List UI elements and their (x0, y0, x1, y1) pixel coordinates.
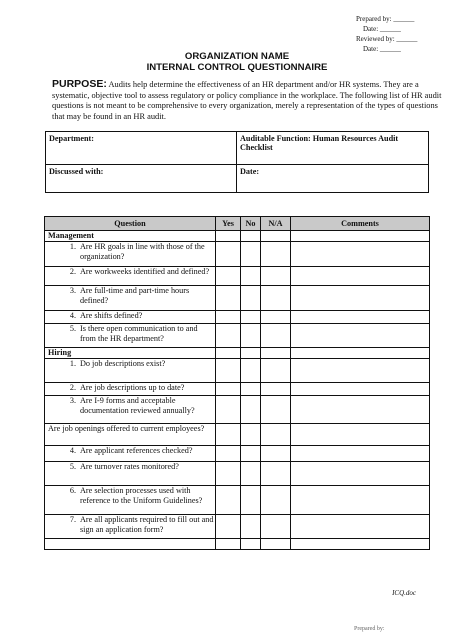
question-number: 6. (69, 486, 76, 495)
question-cell (45, 515, 216, 539)
comments-answer-cell (291, 311, 430, 324)
question-cell (45, 267, 216, 286)
no-answer-cell (241, 539, 261, 550)
no-answer-cell (241, 446, 261, 462)
yes-answer-cell (216, 424, 241, 446)
na-answer-cell (261, 267, 291, 286)
question-number: 2. (69, 383, 76, 392)
yes-answer-cell (216, 242, 241, 267)
checklist-question-row (45, 242, 430, 267)
na-answer-cell (261, 486, 291, 515)
comments-answer-cell (291, 424, 430, 446)
question-text: Are workweeks identified and defined? (80, 267, 210, 276)
no-answer-cell (241, 231, 261, 242)
na-answer-cell (261, 242, 291, 267)
checklist-question-row (45, 267, 430, 286)
yes-answer-cell (216, 396, 241, 424)
comments-answer-cell (291, 242, 430, 267)
question-text: Are shifts defined? (80, 311, 143, 320)
comments-answer-cell (291, 231, 430, 242)
na-answer-cell (261, 286, 291, 311)
yes-answer-cell (216, 231, 241, 242)
comments-answer-cell (291, 286, 430, 311)
auditable-function-cell: Auditable Function: Human Resources Audit Checklist (237, 132, 429, 165)
comments-column-header: Comments (291, 217, 430, 231)
question-cell (45, 286, 216, 311)
question-number: 3. (69, 286, 76, 295)
checklist-question-row (45, 539, 430, 550)
question-number: 5. (69, 324, 76, 333)
question-text: Are applicant references checked? (80, 446, 193, 455)
date-line-2: Date: ______ (363, 45, 401, 53)
question-text: Is there open communication to and from the HR department? (80, 324, 198, 343)
section-label: Management (48, 231, 94, 240)
na-column-header: N/A (261, 217, 291, 231)
question-number: 1. (69, 359, 76, 368)
yes-answer-cell (216, 267, 241, 286)
question-cell (45, 462, 216, 486)
question-text: Do job descriptions exist? (80, 359, 166, 368)
prepared-by-block (356, 14, 468, 54)
question-number: 2. (69, 267, 76, 276)
question-number: 7. (69, 515, 76, 524)
info-row-2 (46, 165, 429, 193)
question-number: 4. (69, 446, 76, 455)
yes-answer-cell (216, 324, 241, 348)
no-answer-cell (241, 396, 261, 424)
question-number: 5. (69, 462, 76, 471)
na-answer-cell (261, 324, 291, 348)
department-cell: Department: (46, 132, 237, 165)
yes-answer-cell (216, 286, 241, 311)
yes-answer-cell (216, 462, 241, 486)
purpose-text: Audits help determine the effectiveness of an HR department and/or HR systems. They are a systematic, objective tool to assess regulatory or policy compliance in the workplace. The following list of HR audit questions is not meant to be comprehensive to every organization, merely a representation of the types of questions that may be found in an HR audit. (52, 80, 442, 121)
question-cell (45, 324, 216, 348)
no-answer-cell (241, 286, 261, 311)
question-cell (45, 359, 216, 383)
question-text: Are job openings offered to current employees? (48, 424, 205, 433)
na-answer-cell (261, 462, 291, 486)
prepared-by-line: Prepared by: ______ (356, 15, 415, 23)
yes-answer-cell (216, 515, 241, 539)
next-page-fragment: Prepared by: (354, 626, 385, 632)
checklist-question-row (45, 462, 430, 486)
document-header (0, 51, 474, 73)
purpose-paragraph (52, 79, 442, 122)
na-answer-cell (261, 515, 291, 539)
na-answer-cell (261, 539, 291, 550)
question-cell (45, 486, 216, 515)
audit-info-table (45, 131, 429, 193)
checklist-section-row (45, 348, 430, 359)
audit-checklist-table (44, 216, 430, 550)
na-answer-cell (261, 446, 291, 462)
question-cell (45, 396, 216, 424)
document-title: INTERNAL CONTROL QUESTIONNAIRE (146, 62, 328, 73)
info-row-1 (46, 132, 429, 165)
discussed-with-cell: Discussed with: (46, 165, 237, 193)
no-answer-cell (241, 359, 261, 383)
question-column-header: Question (45, 217, 216, 231)
comments-answer-cell (291, 486, 430, 515)
question-number: 1. (69, 242, 76, 251)
no-answer-cell (241, 267, 261, 286)
date-cell: Date: (237, 165, 429, 193)
no-column-header: No (241, 217, 261, 231)
question-cell (45, 424, 216, 446)
checklist-question-row (45, 324, 430, 348)
question-cell (45, 311, 216, 324)
question-text: Are selection processes used with reference to the Uniform Guidelines? (80, 486, 203, 505)
checklist-question-row (45, 396, 430, 424)
checklist-question-row (45, 486, 430, 515)
yes-answer-cell (216, 446, 241, 462)
comments-answer-cell (291, 515, 430, 539)
no-answer-cell (241, 462, 261, 486)
question-number: 3. (69, 396, 76, 405)
question-number: 4. (69, 311, 76, 320)
question-text: Are job descriptions up to date? (80, 383, 185, 392)
checklist-question-row (45, 286, 430, 311)
yes-answer-cell (216, 359, 241, 383)
comments-answer-cell (291, 324, 430, 348)
checklist-header-row (45, 217, 430, 231)
comments-answer-cell (291, 539, 430, 550)
reviewed-by-line: Reviewed by: ______ (356, 35, 418, 43)
section-label: Hiring (48, 348, 72, 357)
yes-column-header: Yes (216, 217, 241, 231)
comments-answer-cell (291, 396, 430, 424)
question-text: Are all applicants required to fill out and sign an application form? (80, 515, 214, 534)
question-text: Are HR goals in line with those of the organization? (80, 242, 205, 261)
checklist-question-row (45, 424, 430, 446)
checklist-question-row (45, 446, 430, 462)
checklist-question-row (45, 311, 430, 324)
no-answer-cell (241, 424, 261, 446)
comments-answer-cell (291, 359, 430, 383)
na-answer-cell (261, 231, 291, 242)
question-text: Are turnover rates monitored? (80, 462, 179, 471)
yes-answer-cell (216, 311, 241, 324)
no-answer-cell (241, 311, 261, 324)
comments-answer-cell (291, 383, 430, 396)
checklist-question-row (45, 383, 430, 396)
checklist-section-row (45, 231, 430, 242)
comments-answer-cell (291, 446, 430, 462)
na-answer-cell (261, 348, 291, 359)
na-answer-cell (261, 396, 291, 424)
no-answer-cell (241, 515, 261, 539)
question-cell (45, 231, 216, 242)
no-answer-cell (241, 348, 261, 359)
na-answer-cell (261, 424, 291, 446)
question-cell (45, 539, 216, 550)
comments-answer-cell (291, 267, 430, 286)
question-cell (45, 383, 216, 396)
na-answer-cell (261, 311, 291, 324)
question-cell (45, 348, 216, 359)
comments-answer-cell (291, 348, 430, 359)
organization-name: ORGANIZATION NAME (184, 51, 290, 62)
question-text: Are full-time and part-time hours defined? (80, 286, 190, 305)
no-answer-cell (241, 324, 261, 348)
yes-answer-cell (216, 539, 241, 550)
no-answer-cell (241, 242, 261, 267)
yes-answer-cell (216, 383, 241, 396)
purpose-label: PURPOSE: (52, 78, 107, 90)
checklist-question-row (45, 515, 430, 539)
date-line-1: Date: ______ (363, 25, 401, 33)
na-answer-cell (261, 359, 291, 383)
question-cell (45, 446, 216, 462)
checklist-question-row (45, 359, 430, 383)
na-answer-cell (261, 383, 291, 396)
comments-answer-cell (291, 462, 430, 486)
no-answer-cell (241, 383, 261, 396)
document-filename: ICQ.doc (392, 589, 416, 597)
yes-answer-cell (216, 348, 241, 359)
question-text: Are I-9 forms and acceptable documentation reviewed annually? (80, 396, 195, 415)
yes-answer-cell (216, 486, 241, 515)
question-cell (45, 242, 216, 267)
no-answer-cell (241, 486, 261, 515)
